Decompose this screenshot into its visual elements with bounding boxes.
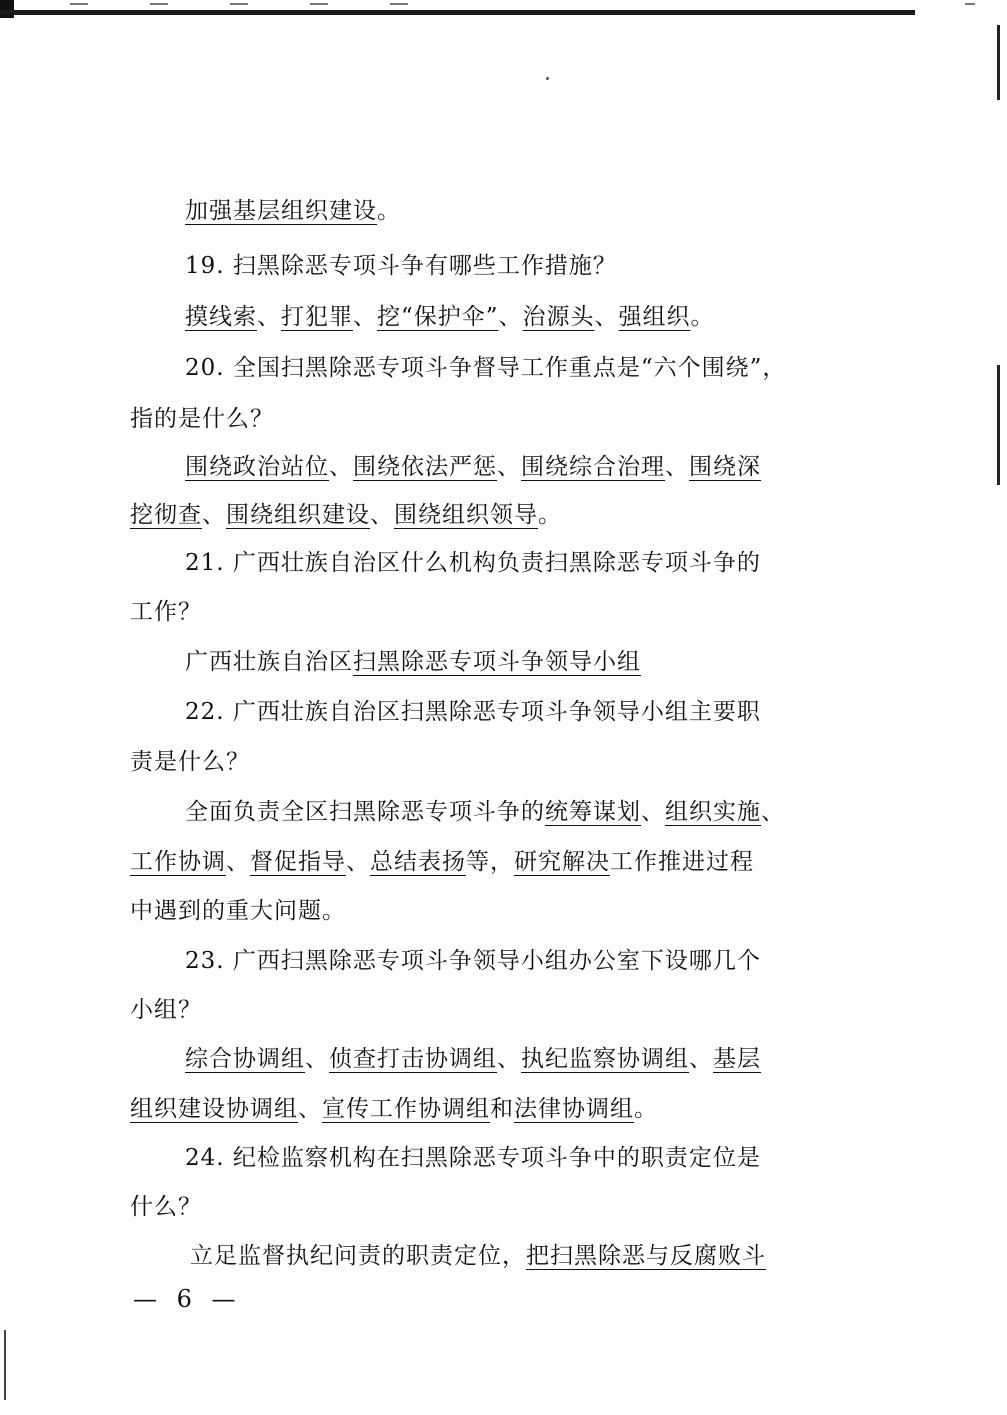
text-segment: 、 [665,454,689,480]
underlined-text: 工作协调 [130,849,226,875]
text-segment: 。 [377,198,401,224]
underlined-text: 围绕组织领导 [394,502,538,528]
text-segment: 、 [641,799,665,825]
underlined-text: 统筹谋划 [545,799,641,825]
text-line [130,896,346,926]
text-line [130,747,250,777]
text-segment: 中遇到的重大问题。 [130,898,346,924]
scan-dash [150,3,168,5]
scan-speck [546,77,549,80]
scan-right-edge-mark [997,25,1000,100]
text-segment: 和 [490,1096,514,1122]
underlined-text: 打犯罪 [281,304,353,330]
text-segment: 、 [594,304,619,330]
text-segment: 、 [497,1046,521,1072]
text-line [185,1044,761,1074]
text-line [185,353,786,383]
text-segment: 、 [370,502,394,528]
text-segment: 、 [353,304,377,330]
text-segment: 、 [329,454,353,480]
scan-dash [70,3,88,5]
text-segment: 、 [257,304,281,330]
text-line [185,797,785,827]
underlined-text: 综合协调组 [185,1046,305,1072]
text-line [185,697,761,727]
underlined-text: 加强基层组织建设 [185,198,377,224]
underlined-text: 宣传工作协调组 [322,1096,490,1122]
text-segment: 。 [690,304,715,330]
text-segment: 、 [761,799,785,825]
text-segment: 。 [538,502,562,528]
text-segment: 、 [202,502,226,528]
underlined-text: 把扫黑除恶与反腐败斗 [526,1243,766,1269]
text-segment: 23. 广西扫黑除恶专项斗争领导小组办公室下设哪几个 [185,948,761,974]
underlined-text: 围绕组织建设 [226,502,370,528]
underlined-text: 执纪监察协调组 [521,1046,689,1072]
scan-top-border [0,10,915,15]
text-line [185,452,761,482]
text-line [185,302,715,332]
scan-dash [965,3,975,5]
text-line [185,196,401,226]
text-line [130,1192,202,1222]
text-segment: 工作推进过程 [610,849,754,875]
underlined-text: 治源头 [522,304,595,330]
text-segment: 、 [498,304,523,330]
text-segment: 20. 全国扫黑除恶专项斗争督导工作重点是“六个围绕”， [185,355,787,381]
text-segment: 小组？ [130,997,202,1023]
text-segment: 21. 广西壮族自治区什么机构负责扫黑除恶专项斗争的 [185,550,761,576]
text-line [130,404,274,434]
text-segment: 、 [497,454,521,480]
scan-edge-block [0,0,14,18]
text-segment: 指的是什么？ [130,406,274,432]
text-line [130,597,202,627]
text-segment: 、 [226,849,250,875]
scan-left-edge-mark [4,1330,6,1400]
text-segment: 19. 扫黑除恶专项斗争有哪些工作措施？ [185,253,617,279]
underlined-text: 围绕依法严惩 [353,454,497,480]
underlined-text: 组织实施 [665,799,761,825]
text-line [185,647,641,677]
page-number: — 6 — [133,1285,242,1313]
text-segment: 、 [305,1046,329,1072]
text-line [185,548,761,578]
underlined-text: 研究解决 [514,849,610,875]
underlined-text: 侦查打击协调组 [329,1046,497,1072]
underlined-text: 组织建设协调组 [130,1096,298,1122]
underlined-text: 围绕深 [689,454,761,480]
underlined-text: 摸线索 [185,304,257,330]
text-segment: 立足监督执纪问责的职责定位， [190,1243,526,1269]
underlined-text: 扫黑除恶专项斗争领导小组 [353,649,641,675]
text-line [130,500,562,530]
text-segment: 、 [689,1046,713,1072]
underlined-text: 基层 [713,1046,761,1072]
text-line [190,1241,766,1271]
text-line [185,251,617,281]
text-segment: 工作？ [130,599,202,625]
text-segment: 24. 纪检监察机构在扫黑除恶专项斗争中的职责定位是 [185,1145,761,1171]
text-line [185,1143,761,1173]
text-segment: 。 [634,1096,658,1122]
underlined-text: 强组织 [618,304,691,330]
text-segment: 22. 广西壮族自治区扫黑除恶专项斗争领导小组主要职 [185,699,761,725]
text-line [185,946,761,976]
text-segment: 、 [298,1096,322,1122]
text-segment: 、 [346,849,370,875]
scan-dash [230,3,248,5]
text-line [130,995,202,1025]
text-segment: 全面负责全区扫黑除恶专项斗争的 [185,799,545,825]
underlined-text: 围绕综合治理 [521,454,665,480]
underlined-text: 挖“保护伞” [377,304,499,330]
scan-dash [390,3,408,5]
underlined-text: 督促指导 [250,849,346,875]
text-segment: 等， [466,849,514,875]
text-line [130,847,754,877]
text-line [130,1094,658,1124]
text-segment: 什么？ [130,1194,202,1220]
underlined-text: 法律协调组 [514,1096,634,1122]
underlined-text: 围绕政治站位 [185,454,329,480]
scan-dash [310,3,328,5]
text-segment: 广西壮族自治区 [185,649,353,675]
scan-right-edge-mark [997,365,1000,485]
underlined-text: 总结表扬 [370,849,466,875]
underlined-text: 挖彻查 [130,502,202,528]
text-segment: 责是什么？ [130,749,250,775]
